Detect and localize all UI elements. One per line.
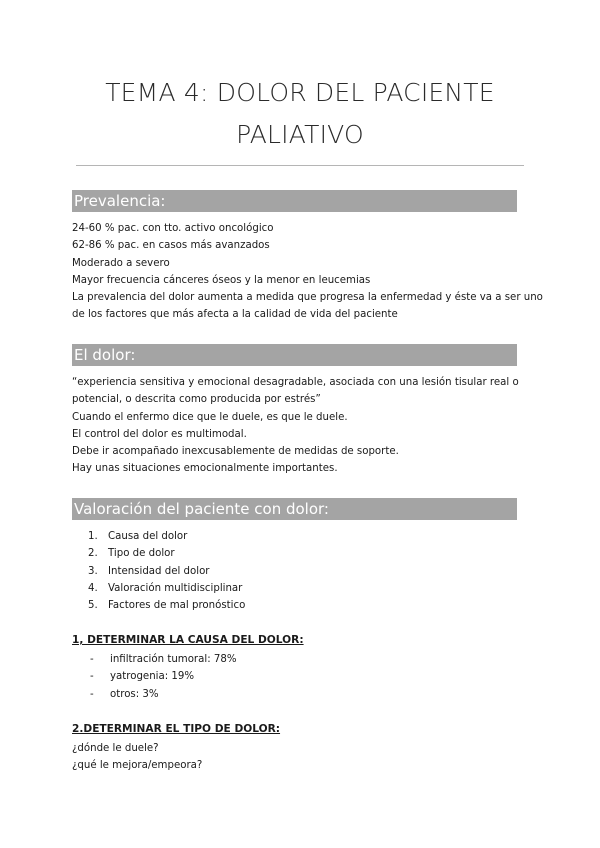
list-text: Factores de mal pronóstico <box>108 600 246 612</box>
text-line: ¿qué le mejora/empeora? <box>72 760 203 772</box>
list-number: 1. <box>88 531 98 542</box>
list-number: 2. <box>88 548 98 560</box>
text-line: Hay unas situaciones emocionalmente importantes. <box>72 463 338 475</box>
list-text: Tipo de dolor <box>108 548 175 560</box>
dolor-paragraph <box>72 374 532 478</box>
valoracion-ordered-list <box>88 528 245 614</box>
list-item <box>90 668 237 685</box>
list-number: 4. <box>88 582 98 594</box>
title-line-2: PALIATIVO <box>236 120 364 149</box>
list-number: 3. <box>88 565 98 577</box>
text-line: Mayor frecuencia cánceres óseos y la menor en leucemias <box>72 274 371 286</box>
section-heading-dolor: El dolor: <box>72 344 517 366</box>
tipo-paragraph <box>72 740 532 775</box>
text-line: potencial, o descrita como producida por estrés” <box>72 394 321 406</box>
dash-bullet: - <box>90 688 94 700</box>
list-item <box>88 563 245 580</box>
subheading-causa-dolor: 1, DETERMINAR LA CAUSA DEL DOLOR: <box>72 634 304 646</box>
title-divider <box>76 165 524 166</box>
list-text: Valoración multidisciplinar <box>108 582 243 594</box>
list-item <box>90 651 237 668</box>
list-text: otros: 3% <box>110 688 159 700</box>
text-line: 62-86 % pac. en casos más avanzados <box>72 240 270 252</box>
text-line: Moderado a severo <box>72 257 170 269</box>
text-line: de los factores que más afecta a la calidad de vida del paciente <box>72 309 398 321</box>
list-item <box>88 597 245 614</box>
text-line: “experiencia sensitiva y emocional desagradable, asociada con una lesión tisular real o <box>72 377 519 388</box>
causa-dash-list <box>90 651 237 703</box>
title-line-1: TEMA 4: DOLOR DEL PACIENTE <box>105 78 495 107</box>
text-line: La prevalencia del dolor aumenta a medida que progresa la enfermedad y éste va a ser uno <box>72 292 543 304</box>
list-number: 5. <box>88 600 98 612</box>
list-item <box>88 580 245 597</box>
text-line: 24-60 % pac. con tto. activo oncológico <box>72 223 274 234</box>
list-text: Intensidad del dolor <box>108 565 210 577</box>
section-heading-prevalencia: Prevalencia: <box>72 190 517 212</box>
document-title <box>0 72 600 156</box>
list-item <box>88 528 245 545</box>
section-heading-valoracion: Valoración del paciente con dolor: <box>72 498 517 520</box>
dash-bullet: - <box>90 654 94 665</box>
list-item <box>88 545 245 562</box>
text-line: El control del dolor es multimodal. <box>72 428 247 440</box>
list-text: yatrogenia: 19% <box>110 671 195 683</box>
text-line: ¿dónde le duele? <box>72 743 159 754</box>
dash-bullet: - <box>90 671 94 683</box>
text-line: Cuando el enfermo dice que le duele, es que le duele. <box>72 411 348 423</box>
list-text: infiltración tumoral: 78% <box>110 654 237 665</box>
list-text: Causa del dolor <box>108 531 188 542</box>
text-line: Debe ir acompañado inexcusablemente de medidas de soporte. <box>72 446 399 458</box>
subheading-tipo-dolor: 2.DETERMINAR EL TIPO DE DOLOR: <box>72 723 281 735</box>
list-item <box>90 686 237 703</box>
prevalencia-paragraph <box>72 220 543 324</box>
